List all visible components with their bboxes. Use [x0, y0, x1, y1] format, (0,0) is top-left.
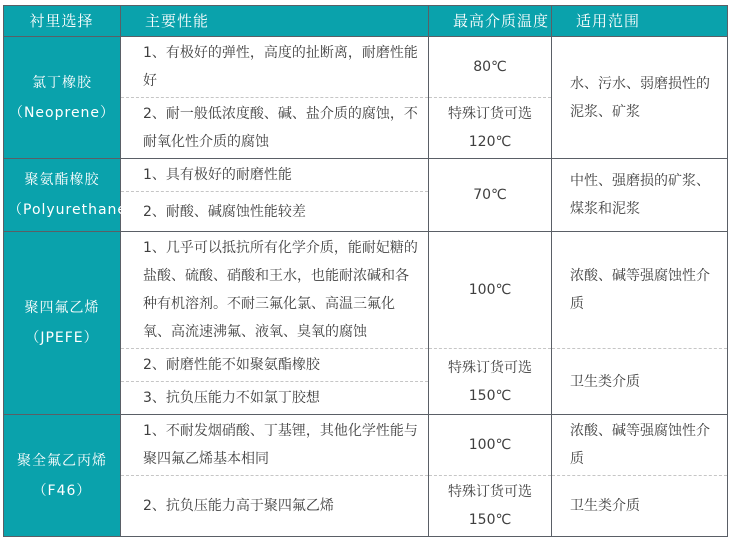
temperature-note: 特殊订货可选 [448, 484, 532, 500]
header-max-medium-temperature: 最高介质温度 [429, 6, 552, 37]
scope-cell: 卫生类介质 [552, 349, 728, 415]
table-row [4, 37, 728, 98]
material-cell-f46 [4, 415, 121, 537]
temperature-note: 特殊订货可选 [448, 106, 532, 122]
scope-cell: 浓酸、碱等强腐蚀性介质 [552, 415, 728, 476]
temperature-value: 150℃ [468, 387, 512, 404]
performance-cell: 1、不耐发烟硝酸、丁基锂，其他化学性能与聚四氟乙烯基本相同 [121, 415, 429, 476]
table-row [4, 415, 728, 476]
performance-cell: 1、有极好的弹性，高度的扯断离，耐磨性能好 [121, 37, 429, 98]
temperature-cell: 100℃ [429, 232, 552, 349]
material-code: （Neoprene） [8, 104, 116, 121]
table-row [4, 159, 728, 192]
performance-cell: 2、耐酸、碱腐蚀性能较差 [121, 192, 429, 232]
temperature-cell [429, 476, 552, 537]
material-code: （JPEFE） [25, 330, 99, 346]
material-name: 氯丁橡胶 [32, 74, 92, 91]
performance-cell: 2、耐磨性能不如聚氨酯橡胶 [121, 349, 429, 382]
scope-cell: 中性、强磨损的矿浆、煤浆和泥浆 [552, 159, 728, 232]
temperature-value: 150℃ [468, 512, 512, 528]
performance-cell: 2、抗负压能力高于聚四氟乙烯 [121, 476, 429, 537]
header-main-performance: 主要性能 [121, 6, 429, 37]
scope-cell: 浓酸、碱等强腐蚀性介质 [552, 232, 728, 349]
scope-cell: 卫生类介质 [552, 476, 728, 537]
temperature-cell [429, 98, 552, 159]
lining-selection-table [3, 5, 728, 537]
material-code: （F46） [32, 482, 92, 499]
material-cell-ptfe [4, 232, 121, 415]
material-code: （Polyurethane） [8, 202, 143, 218]
performance-cell: 1、具有极好的耐磨性能 [121, 159, 429, 192]
header-lining-selection: 衬里选择 [4, 6, 121, 37]
material-cell-polyurethane [4, 159, 143, 232]
scope-cell: 水、污水、弱磨损性的泥浆、矿浆 [552, 37, 728, 159]
material-cell-neoprene [4, 37, 121, 159]
material-name: 聚四氟乙烯 [24, 300, 100, 316]
performance-cell: 1、几乎可以抵抗所有化学介质，能耐妃糖的盐酸、硫酸、硝酸和王水，也能耐浓碱和各种有机溶剂。不耐三氟化氯、高温三氟化氧、高流速沸氟、液氧、臭氧的腐蚀 [121, 232, 429, 349]
header-row [4, 6, 728, 37]
performance-cell: 3、抗负压能力不如氯丁胶想 [121, 382, 429, 415]
temperature-cell: 100℃ [429, 415, 552, 476]
temperature-note: 特殊订货可选 [448, 359, 532, 376]
material-name: 聚氨酯橡胶 [24, 172, 100, 188]
temperature-cell: 80℃ [429, 37, 552, 98]
temperature-cell: 70℃ [429, 159, 552, 232]
table-row [4, 232, 728, 349]
header-application-scope: 适用范围 [552, 6, 728, 37]
temperature-value: 120℃ [468, 134, 512, 150]
temperature-cell [429, 349, 552, 415]
material-name: 聚全氟乙丙烯 [17, 452, 107, 469]
performance-cell: 2、耐一般低浓度酸、碱、盐介质的腐蚀，不耐氧化性介质的腐蚀 [121, 98, 429, 159]
